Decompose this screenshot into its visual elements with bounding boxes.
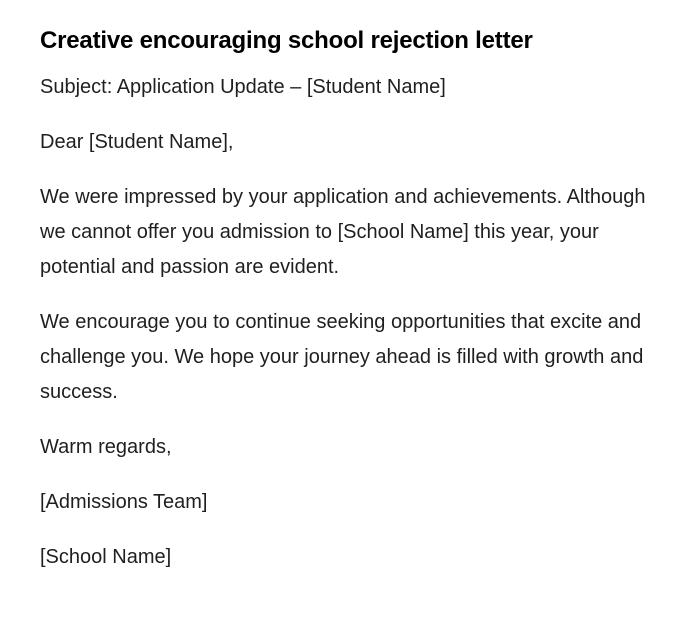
document-title: Creative encouraging school rejection letter: [40, 27, 533, 54]
body-paragraph-1: We were impressed by your application and achievements. Although we cannot offer you admission to [School Name] this year, your potential and passion are evident.: [40, 186, 646, 278]
signature-school: [School Name]: [40, 546, 172, 568]
body-paragraph-2: We encourage you to continue seeking opportunities that excite and challenge you. We hope your journey ahead is filled with growth and success.: [40, 311, 644, 403]
salutation: Dear [Student Name],: [40, 131, 234, 153]
subject-line: Subject: Application Update – [Student Name]: [40, 76, 446, 98]
closing: Warm regards,: [40, 436, 172, 458]
signature-team: [Admissions Team]: [40, 491, 208, 513]
